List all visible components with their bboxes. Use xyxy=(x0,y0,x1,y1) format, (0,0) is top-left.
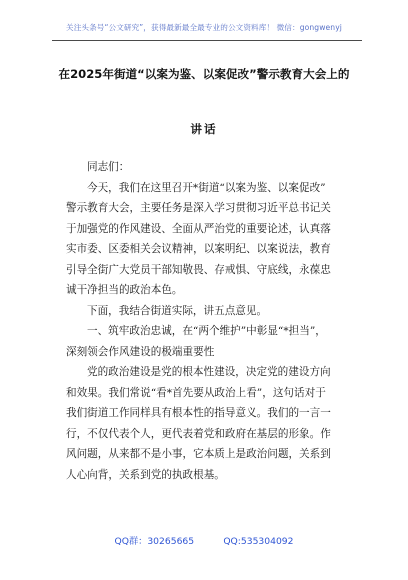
document-title: 在2025年街道“以案为鉴、以案促改”警示教育大会上的 xyxy=(58,67,350,81)
header-divider xyxy=(52,40,362,41)
footer-qq-group: QQ群：30265665 xyxy=(114,536,195,547)
body-line: 同志们： xyxy=(87,161,130,173)
body-line: 我们街道工作同样具有根本性的指导意义。我们的一言一 xyxy=(66,407,331,419)
body-line: 于加强党的作风建设、全面从严治党的重要论述，认真落 xyxy=(66,222,331,235)
document-body xyxy=(66,157,344,485)
body-line: 人心向背，关系到党的执政根基。 xyxy=(66,468,225,481)
body-line: 党的政治建设是党的根本性建设，决定党的建设方向 xyxy=(87,366,331,378)
header-banner: 关注头条号“公文研究”，获得最新最全最专业的公文资料库！ 微信：gongwenyj xyxy=(66,23,342,32)
footer-contact xyxy=(0,533,408,547)
body-line: 行，不仅代表个人，更代表着党和政府在基层的形象。作 xyxy=(66,427,331,440)
document-title-continued: 讲话 xyxy=(190,122,218,136)
body-line: 和效果。我们常说“看*首先要从政治上看”，这句话对于 xyxy=(66,386,326,399)
body-line: 今天，我们在这里召开*街道“以案为鉴、以案促改” xyxy=(87,181,326,194)
body-line: 风问题，从来都不是小事，它本质上是政治问题，关系到 xyxy=(66,448,331,460)
body-line: 警示教育大会，主要任务是深入学习贯彻习近平总书记关 xyxy=(66,202,331,214)
body-line: 引导全街广大党员干部知敬畏、存戒惧、守底线，永葆忠 xyxy=(66,263,331,276)
footer-qq: QQ:535304092 xyxy=(223,536,294,547)
body-line: 诚干净担当的政治本色。 xyxy=(66,284,183,296)
body-line: 一、筑牢政治忠诚，在“两个维护”中彰显“*担当”， xyxy=(87,325,326,337)
body-line: 下面，我结合街道实际，讲五点意见。 xyxy=(87,304,268,317)
body-line: 深刻领会作风建设的极端重要性 xyxy=(66,345,215,358)
body-line: 实市委、区委相关会议精神，以案明纪、以案说法，教育 xyxy=(66,243,331,255)
